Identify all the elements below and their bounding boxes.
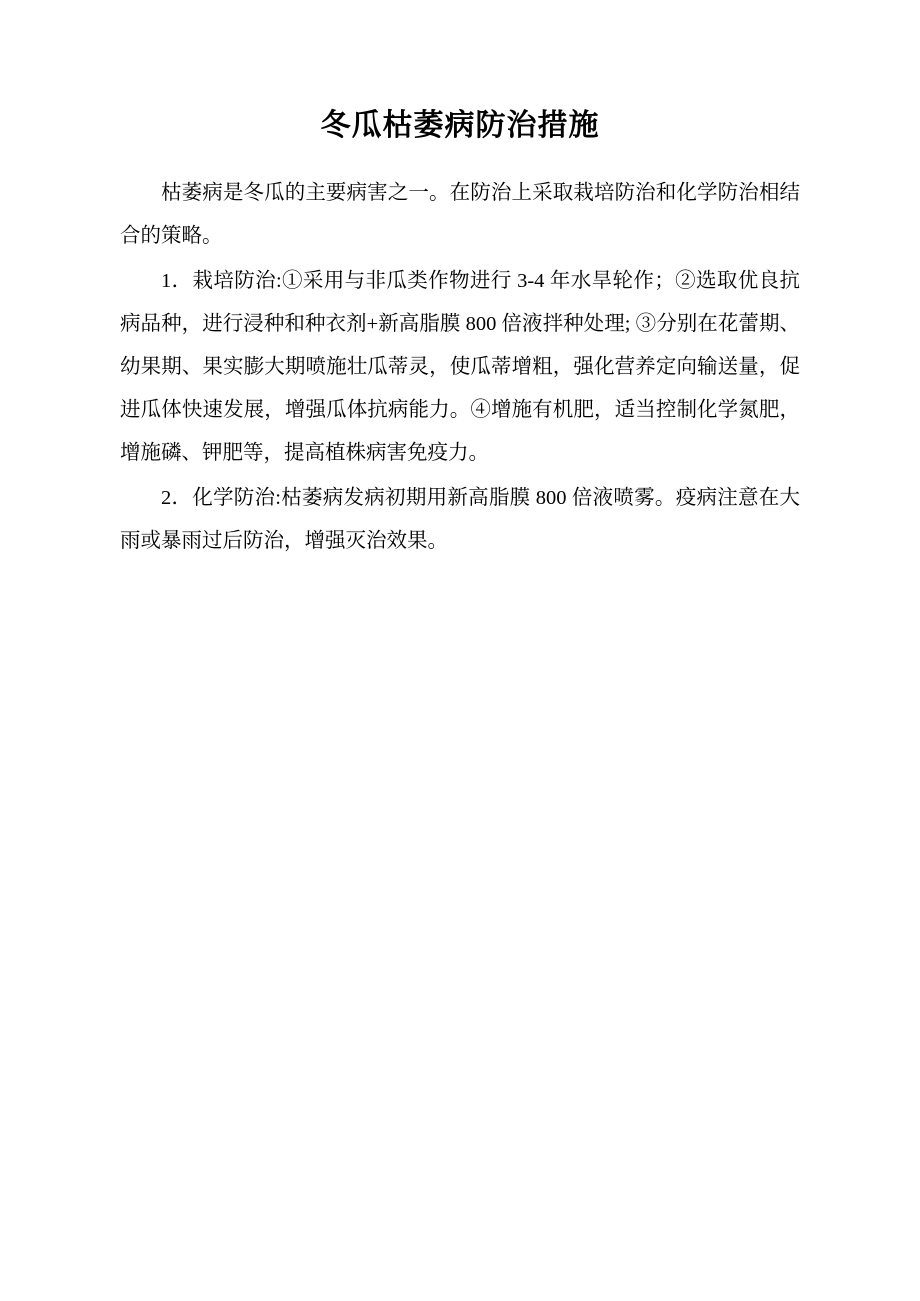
page-title: 冬瓜枯萎病防治措施 (320, 108, 600, 143)
paragraph-cultivation-control: 1．栽培防治:①采用与非瓜类作物进行 3-4 年水旱轮作；②选取优良抗病品种，进行浸种和种衣剂+新高脂膜 800 倍液拌种处理; ③分别在花蕾期、幼果期、果实膨大期喷施壮瓜蒂灵，使瓜蒂增粗，强化营养定向输送量，促进瓜体快速发展，增强瓜体抗病能力。④增施有机肥，适当控制化学氮肥，增施磷、钾肥等，提高植株病害免疫力。 (120, 270, 800, 464)
document-body (120, 144, 800, 563)
paragraph-chemical-control: 2．化学防治:枯萎病发病初期用新高脂膜 800 倍液喷雾。疫病注意在大雨或暴雨过后防治，增强灭治效果。 (120, 487, 800, 552)
paragraph-intro: 枯萎病是冬瓜的主要病害之一。在防治上采取栽培防治和化学防治相结合的策略。 (120, 182, 800, 247)
